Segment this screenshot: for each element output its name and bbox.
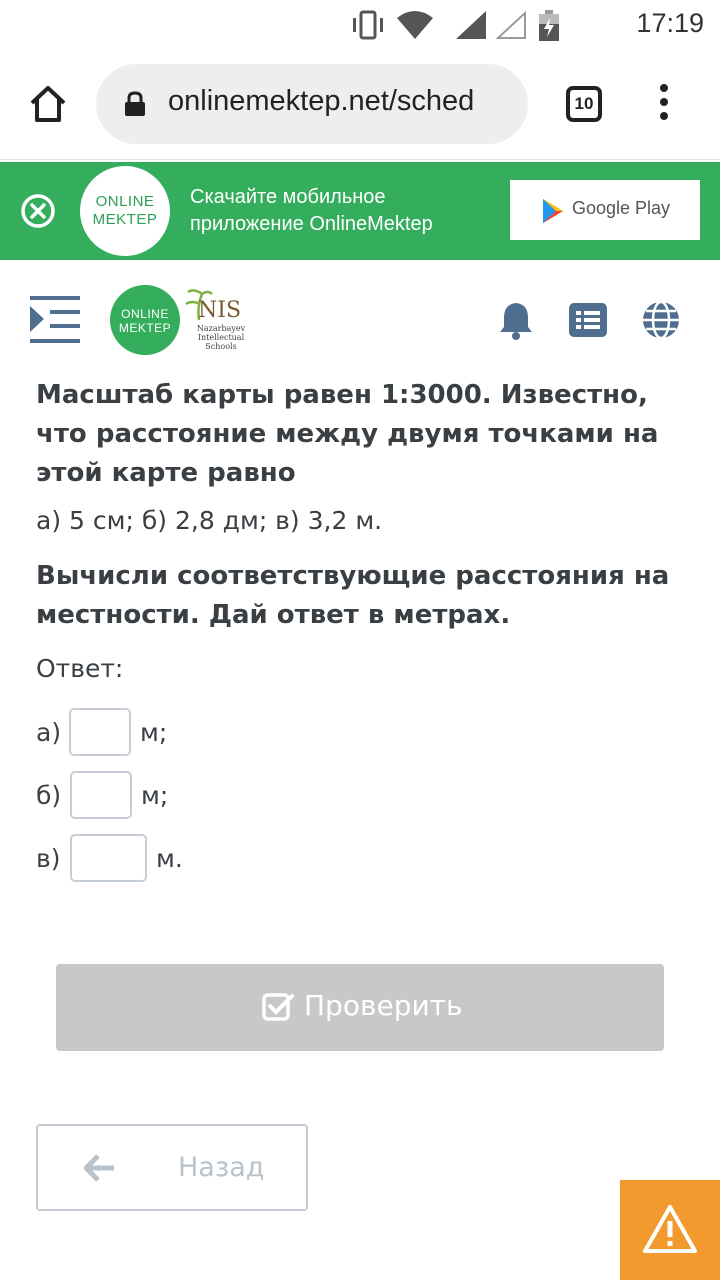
answer-label: Ответ: — [36, 654, 124, 683]
app-download-banner — [0, 162, 720, 260]
onlinemektep-logo: ONLINE MEKTEP — [80, 166, 170, 256]
back-label: Назад — [178, 1152, 265, 1183]
google-play-button[interactable] — [510, 180, 700, 240]
checkbox-check-icon — [262, 991, 294, 1023]
clock: 17:19 — [636, 8, 704, 38]
check-answer-button[interactable] — [56, 964, 664, 1051]
question-options: а) 5 см; б) 2,8 дм; в) 3,2 м. — [36, 506, 383, 535]
bell-icon[interactable] — [496, 300, 536, 340]
sidebar-toggle-icon[interactable] — [30, 296, 82, 344]
answer-row-b: б) м; — [36, 771, 236, 821]
report-problem-button[interactable] — [620, 1180, 720, 1280]
warning-icon — [642, 1204, 698, 1254]
answer-input-b[interactable] — [70, 771, 132, 819]
question-task: Вычисли соответствующие расстояния на местности. Дай ответ в метрах. — [36, 561, 670, 630]
google-play-label: Google Play — [572, 198, 671, 218]
question-title: Масштаб карты равен 1:3000. Известно, что расстояние между двумя точками на этой карте равно — [36, 380, 659, 488]
arrow-left-icon — [84, 1154, 116, 1182]
promo-text: Скачайте мобильное приложение OnlineMektep — [190, 186, 433, 235]
lock-icon — [124, 91, 146, 117]
back-button[interactable] — [36, 1124, 308, 1211]
nis-logo: NIS Nazarbayev Intellectual Schools — [184, 288, 248, 354]
check-answer-label: Проверить — [304, 989, 463, 1022]
answer-input-a[interactable] — [69, 708, 131, 756]
battery-icon — [538, 10, 560, 42]
globe-icon[interactable] — [641, 300, 681, 340]
url-text: onlinemektep.net/sched — [168, 85, 475, 117]
answer-row-c: в) м. — [36, 834, 236, 884]
browser-toolbar — [0, 50, 720, 160]
address-bar[interactable] — [96, 64, 528, 144]
signal-empty-icon — [495, 10, 527, 40]
home-icon[interactable] — [28, 84, 68, 124]
list-icon[interactable] — [568, 300, 608, 340]
close-icon[interactable] — [20, 193, 56, 229]
tab-switcher-button[interactable]: 10 — [566, 86, 602, 122]
more-menu-icon[interactable] — [656, 84, 672, 124]
status-bar — [0, 0, 720, 50]
wifi-icon — [396, 10, 434, 40]
onlinemektep-logo[interactable]: ONLINE MEKTEP — [110, 285, 180, 355]
google-play-icon — [542, 198, 564, 224]
answer-row-a: а) м; — [36, 708, 236, 758]
answer-input-c[interactable] — [70, 834, 147, 882]
signal-icon — [455, 10, 487, 40]
question-content — [36, 376, 696, 685]
vibrate-icon — [350, 10, 386, 40]
app-header — [0, 260, 720, 370]
